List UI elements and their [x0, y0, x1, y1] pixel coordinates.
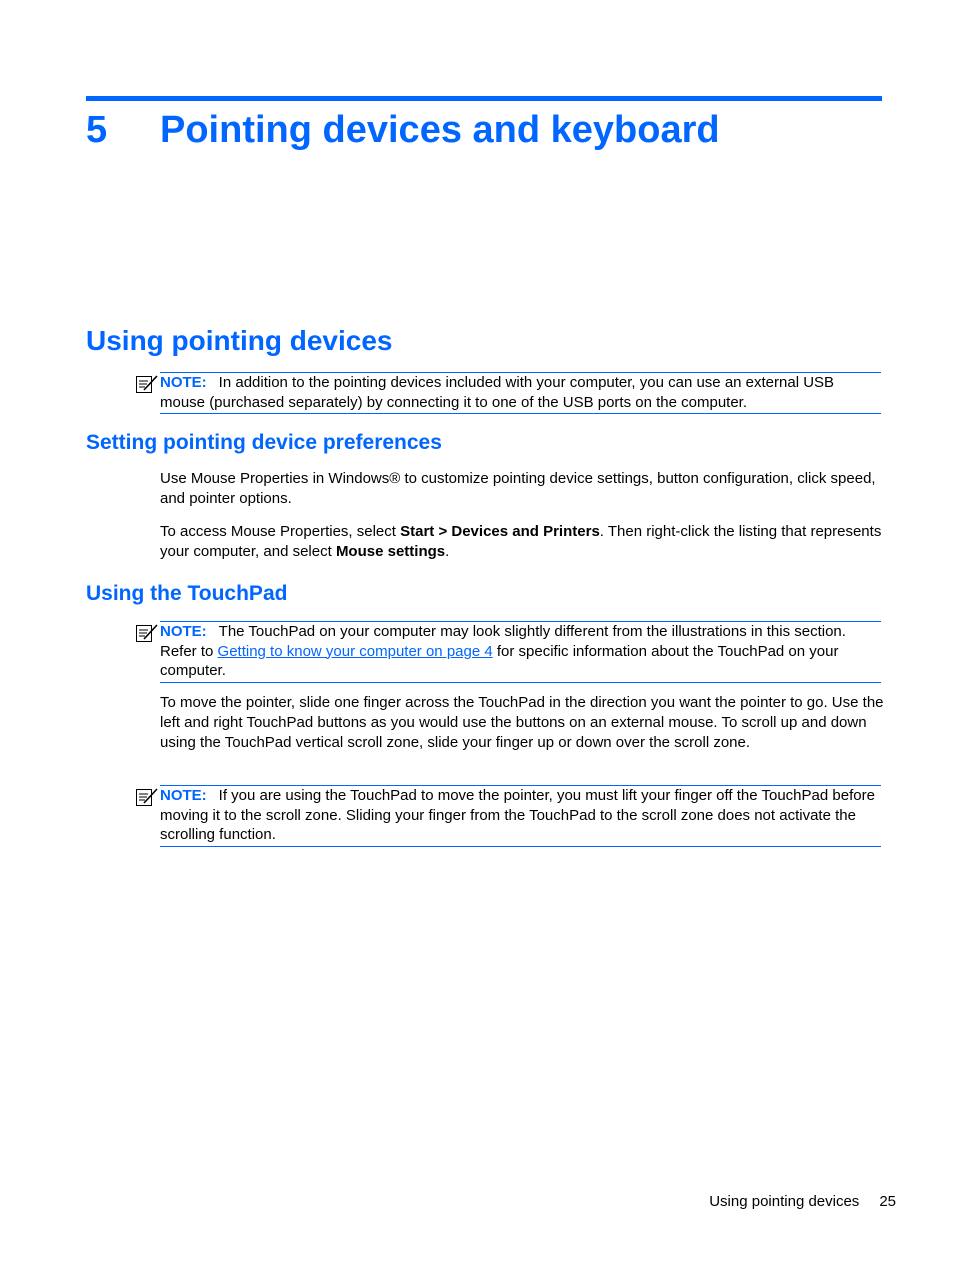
text-run: . [445, 543, 450, 560]
preferences-paragraph-1: Use Mouse Properties in Windows® to customize pointing device settings, button configuration, click speed, and pointer options. [160, 470, 876, 507]
chapter-title-text: Pointing devices and keyboard [160, 109, 720, 151]
page-number: 25 [879, 1193, 896, 1210]
subsection-title-preferences: Setting pointing device preferences [86, 431, 442, 454]
note-text: If you are using the TouchPad to move the pointer, you must lift your finger off the TouchPad before moving it to the scroll zone. Sliding your finger from the TouchPad to the scroll zone does not activate the scrolling function. [160, 787, 875, 843]
note-external-mouse [160, 372, 881, 414]
note-icon [135, 787, 159, 807]
text-run: . Then right-click the listing that represents your computer, and select [160, 523, 882, 560]
note-text: In addition to the pointing devices included with your computer, you can use an external USB mouse (purchased separately) by connecting it to one of the USB ports on the computer. [160, 374, 835, 411]
chapter-rule [86, 96, 882, 101]
chapter-number: 5 [86, 109, 108, 151]
preferences-paragraph-2 [160, 522, 884, 562]
touchpad-paragraph: To move the pointer, slide one finger across the TouchPad in the direction you want the pointer to go. Use the left and right TouchPad buttons as you would use the buttons on an external mouse. To scroll up and down using the TouchPad vertical scroll zone, slide your finger up or down over the scroll zone. [160, 694, 884, 751]
note-touchpad-appearance [160, 621, 881, 683]
note-label: NOTE: [160, 623, 207, 640]
note-label: NOTE: [160, 787, 207, 804]
menu-item-mouse-settings: Mouse settings [335, 543, 446, 560]
note-icon [135, 374, 159, 394]
section-title: Using pointing devices [86, 325, 393, 356]
chapter-title [86, 106, 720, 154]
getting-to-know-link[interactable]: Getting to know your computer on page 4 [217, 642, 493, 660]
text-run: To access Mouse Properties, select [160, 523, 401, 540]
note-scroll-zone [160, 785, 881, 847]
note-icon [135, 623, 159, 643]
page-footer [709, 1192, 896, 1212]
note-label: NOTE: [160, 374, 207, 391]
note-text: The TouchPad on your computer may look slightly different from the illustrations in this section. Refer to [160, 623, 846, 660]
note-text: for specific information about the TouchPad on your computer. [160, 642, 839, 679]
menu-path: Start > Devices and Printers [400, 523, 600, 540]
footer-section-name: Using pointing devices [709, 1193, 860, 1210]
subsection-title-touchpad: Using the TouchPad [86, 582, 288, 605]
